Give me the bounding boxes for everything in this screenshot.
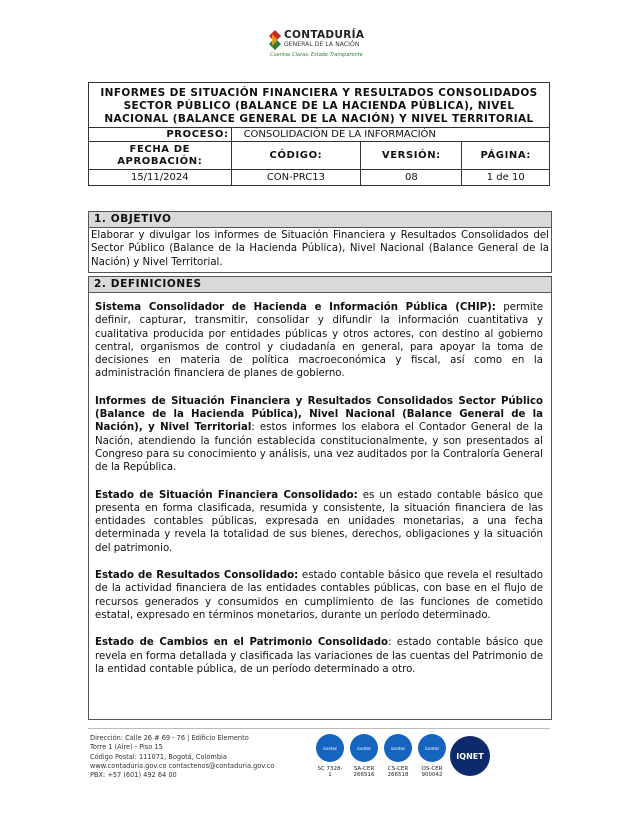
contaduria-logo [268,26,378,62]
pagina-label: PÁGINA: [462,142,550,170]
proceso-value: CONSOLIDACIÓN DE LA INFORMACIÓN [231,128,549,142]
badge-code: CS-CER 266518 [387,766,409,778]
footer-divider [88,728,550,729]
definition-item [95,301,543,381]
codigo-value: CON-PRC13 [231,170,361,186]
definiciones-heading: 2. DEFINICIONES [89,277,551,293]
icontec-seal-icon: icontec [384,734,412,762]
definition-text: es un estado contable básico que presenta en forma clasificada, resumida y consistente, la situación financiera de las entidades contables públicas, expresada en unidades monetarias, a una fecha determinada y revela la totalidad de sus bienes, derechos, obligaciones y la situación del patrimonio. [95,489,543,554]
version-label: VERSIÓN: [361,142,462,170]
address-line: Código Postal: 111071, Bogotá, Colombia [90,752,227,761]
certification-badge [384,734,412,778]
definition-text: estado contable básico que revela el resultado de la actividad financiera de las entidades contables públicas, con base en el flujo de recursos generados y consumidos en cumplimiento de las funciones de cometido estatal, expresado en términos monetarios, durante un período determinado. [95,570,544,621]
fecha-label: FECHA DE APROBACIÓN: [89,142,232,170]
logo-mark-icon [268,30,282,52]
document-header-table [88,82,550,186]
objetivo-heading: 1. OBJETIVO [89,212,551,228]
definition-term: Informes de Situación Financiera y Resultados Consolidados Sector Público (Balance de la Hacienda Pública), Nivel Nacional (Balance General de la Nación), y Nivel Territorial [95,395,543,434]
logo-tagline: Cuentas Claras, Estado Transparente [270,52,363,58]
address-line: Torre 1 (Aire) - Piso 15 [90,743,163,752]
proceso-label: PROCESO: [89,128,232,142]
certification-badge [350,734,378,778]
certification-badge [418,734,446,778]
definition-term: Estado de Resultados Consolidado: [95,570,299,582]
definition-item [95,636,543,676]
logo-name: CONTADURÍA [284,29,365,41]
definiciones-section [88,276,552,720]
web-contact-line: www.contaduria.gov.co contactenos@contaduria.gov.co [90,761,275,770]
definiciones-body [89,293,551,694]
definition-item [95,489,543,555]
iqnet-seal-icon: IQNET [450,736,490,776]
fecha-value: 15/11/2024 [89,170,232,186]
address-line: Dirección: Calle 26 # 69 - 76 | Edificio Elemento [90,734,249,742]
icontec-seal-icon: icontec [418,734,446,762]
definition-term: Sistema Consolidador de Hacienda e Información Pública (CHIP): [95,302,496,313]
definition-item [95,395,543,475]
badge-code: SA-CER 266516 [353,766,375,778]
definition-item [95,569,543,622]
objetivo-text: Elaborar y divulgar los informes de Situación Financiera y Resultados Consolidados del Sector Público (Balance de la Hacienda Pública), Nivel Nacional (Balance General de la Nación) y Nivel Territorial. [91,230,549,268]
definition-term: Estado de Cambios en el Patrimonio Consolidado [95,637,389,649]
icontec-seal-icon: icontec [316,734,344,762]
definition-text: : estado contable básico que revela en forma detallada y clasificada las variaciones de las cuentas del Patrimonio de la entidad contable pública, de un período determinado a otro. [95,637,543,675]
badge-code: OS-CER 900042 [421,766,443,778]
version-value: 08 [361,170,462,186]
definition-text: : estos informes los elabora el Contador General de la Nación, atendiendo la función establecida constitucionalmente, y son presentados al Congreso para su conocimiento y análisis, una vez auditados por la Contraloría General de la República. [95,422,543,474]
definition-term: Estado de Situación Financiera Consolidado: [95,489,358,501]
document-title: INFORMES DE SITUACIÓN FINANCIERA Y RESULTADOS CONSOLIDADOS SECTOR PÚBLICO (BALANCE DE LA HACIENDA PÚBLICA), NIVEL NACIONAL (BALANCE GENERAL DE LA NACIÓN) Y NIVEL TERRITORIAL [89,83,550,128]
pagina-value: 1 de 10 [462,170,550,186]
footer-address [90,734,275,780]
objetivo-section [88,211,552,273]
codigo-label: CÓDIGO: [231,142,361,170]
certification-badge [316,734,344,778]
phone-line: PBX: +57 (601) 492 64 00 [90,771,177,780]
badge-code: SC 7328-1 [317,766,343,778]
definition-text: permite definir, capturar, transmitir, consolidar y difundir la información cuantitativa y cualitativa producida por entidades públicas y otros actores, con destino al gobierno central, organismos de control y ciudadanía en general, para apoyar la toma de decisiones en materia de política macroeconómica y fiscal, así como en la administración financiera de planes de gobierno. [95,302,543,380]
icontec-seal-icon: icontec [350,734,378,762]
logo-subtitle: GENERAL DE LA NACIÓN [284,41,360,48]
